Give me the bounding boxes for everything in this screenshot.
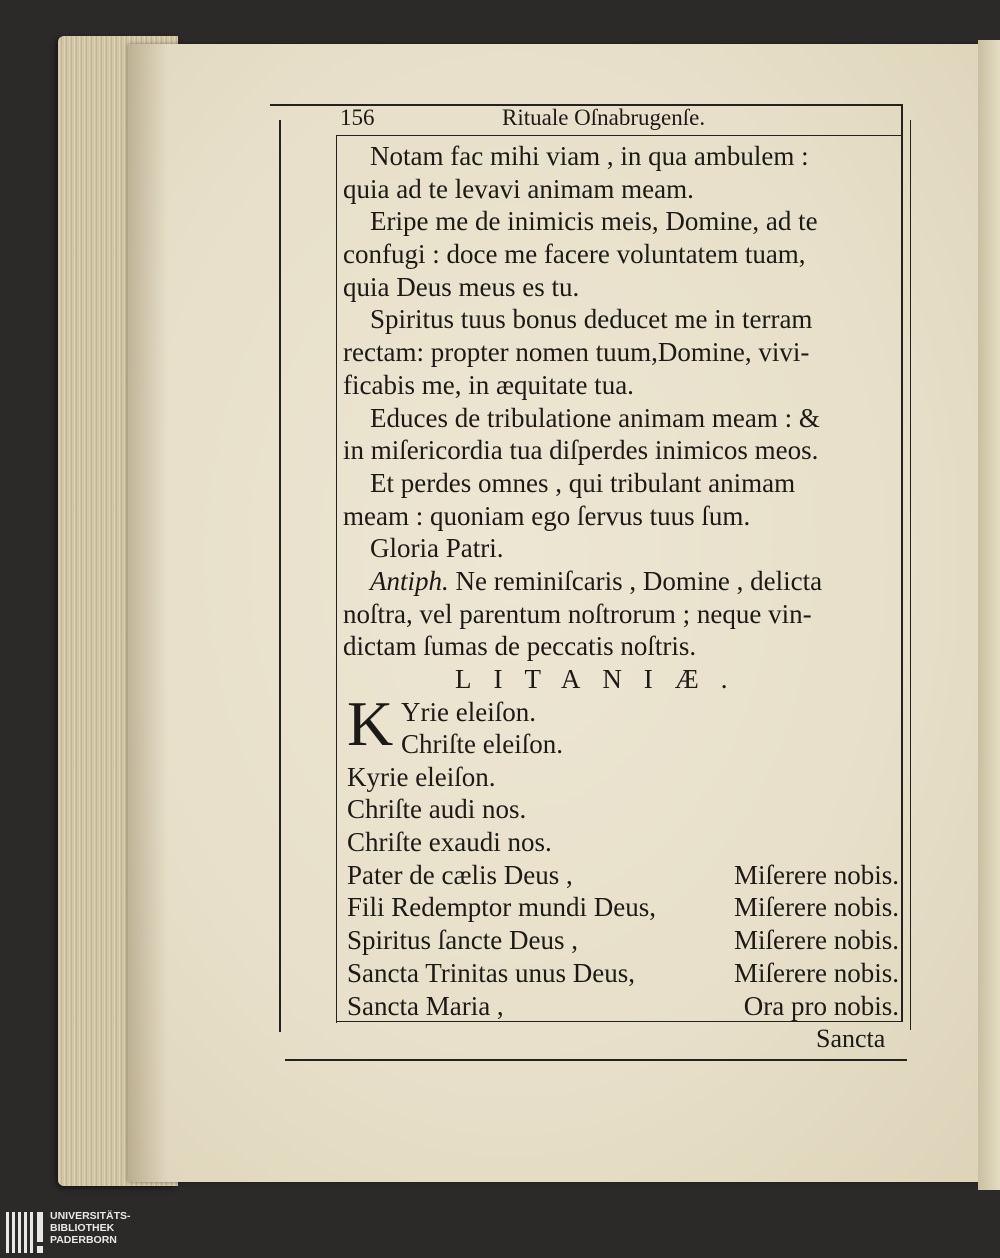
christe-line: Chriſte eleiſon. bbox=[401, 728, 563, 759]
litany-response: Miſerere nobis. bbox=[734, 892, 899, 923]
verse-line: Et perdes omnes , qui tribulant animam bbox=[370, 467, 796, 498]
invocation-line: Chriſte exaudi nos. bbox=[347, 827, 552, 858]
psalm-verses bbox=[343, 140, 899, 565]
catchword: Sancta bbox=[816, 1024, 886, 1053]
verse-line: in miſericordia tua diſperdes inimicos meos. bbox=[343, 435, 819, 466]
litany-response: Miſerere nobis. bbox=[734, 859, 899, 890]
litany-row bbox=[343, 859, 899, 892]
litany-invocation: Pater de cælis Deus , bbox=[347, 859, 573, 890]
antiphon-text: Ne reminiſcaris , Domine , delicta bbox=[455, 565, 823, 596]
litany-row bbox=[343, 891, 899, 924]
invocation-line: Chriſte audi nos. bbox=[347, 794, 527, 825]
page-number: 156 bbox=[340, 105, 375, 130]
litany-invocation: Sancta Maria , bbox=[347, 990, 504, 1021]
verse-line: quia Deus meus es tu. bbox=[343, 271, 580, 302]
litany-row bbox=[343, 990, 899, 1023]
verse-line: confugi : doce me facere voluntatem tuam, bbox=[343, 239, 806, 270]
facing-page-edge bbox=[978, 40, 1000, 1190]
verse-line: rectam: propter nomen tuum,Domine, vivi- bbox=[343, 337, 810, 368]
antiphon-first-line bbox=[343, 565, 899, 598]
library-line-3: PADERBORN bbox=[50, 1234, 117, 1246]
verse-line: Educes de tribulatione animam meam : & bbox=[370, 402, 820, 433]
antiphon-line: noſtra, vel parentum noſtrorum ; neque vin- bbox=[343, 598, 812, 629]
litany-invocation: Spiritus ſancte Deus , bbox=[347, 925, 578, 956]
page-header bbox=[340, 101, 900, 133]
running-title: Rituale Oſnabrugenſe. bbox=[502, 105, 706, 130]
verse-line: Gloria Patri. bbox=[370, 533, 504, 564]
verse-line: quia ad te levavi animam meam. bbox=[343, 173, 694, 204]
invocation-line: Kyrie eleiſon. bbox=[347, 761, 496, 792]
library-line-2: BIBLIOTHEK bbox=[50, 1222, 115, 1234]
litany-row bbox=[343, 924, 899, 957]
litany-table bbox=[343, 859, 899, 1022]
litany-response: Ora pro nobis. bbox=[743, 990, 899, 1021]
litany-invocation: Fili Redemptor mundi Deus, bbox=[347, 892, 656, 923]
frame-left-inner-rule bbox=[336, 135, 337, 1023]
verse-line: Notam fac mihi viam , in qua ambulem : bbox=[370, 141, 809, 171]
verse-line: Eripe me de inimicis meis, Domine, ad te bbox=[370, 206, 818, 237]
litany-heading: LITANIÆ. bbox=[455, 664, 750, 694]
litany-row bbox=[343, 957, 899, 990]
litany-response: Miſerere nobis. bbox=[734, 925, 899, 956]
gutter-shadow bbox=[128, 44, 168, 1182]
frame-right-rule bbox=[901, 104, 903, 1022]
footer-band bbox=[0, 1207, 1000, 1258]
antiphon-label: Antiph. bbox=[370, 565, 449, 596]
frame-bottom-rule bbox=[285, 1059, 907, 1061]
page-body bbox=[343, 140, 899, 1022]
antiphon-lines bbox=[343, 598, 899, 663]
kyrie-block bbox=[343, 687, 899, 761]
litany-invocation: Sancta Trinitas unus Deus, bbox=[347, 957, 636, 988]
frame-right-outer-rule bbox=[910, 120, 911, 1030]
verse-line: meam : quoniam ego ſervus tuus ſum. bbox=[343, 500, 751, 531]
kyrie-line: Yrie eleiſon. bbox=[401, 696, 536, 727]
library-name bbox=[50, 1210, 131, 1246]
library-logo-icon bbox=[6, 1210, 46, 1255]
frame-header-rule bbox=[336, 135, 902, 136]
invocations bbox=[343, 761, 899, 859]
drop-cap: K bbox=[347, 687, 394, 759]
verse-line: ficabis me, in æquitate tua. bbox=[343, 369, 634, 400]
frame-left-outer-rule bbox=[279, 120, 281, 1032]
litany-response: Miſerere nobis. bbox=[734, 957, 899, 988]
verse-line: Spiritus tuus bonus deducet me in terram bbox=[370, 304, 813, 335]
antiphon-line: dictam ſumas de peccatis noſtris. bbox=[343, 631, 697, 662]
library-line-1: UNIVERSITÄTS- bbox=[50, 1210, 131, 1222]
